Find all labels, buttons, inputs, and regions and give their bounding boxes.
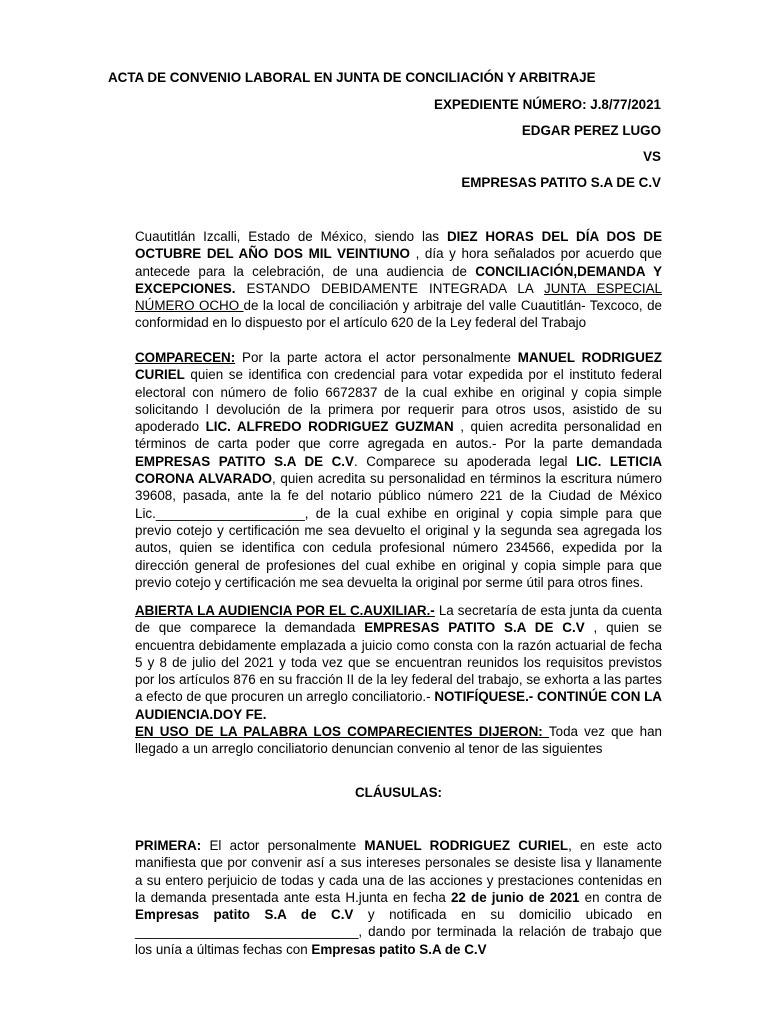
- clauses-heading: CLÁUSULAS:: [354, 785, 443, 800]
- case-number: EXPEDIENTE NÚMERO: J.8/77/2021: [434, 97, 661, 112]
- versus-label: VS: [643, 149, 661, 164]
- opening-paragraph: Cuautitlán Izcalli, Estado de México, siendo las DIEZ HORAS DEL DÍA DOS DE OCTUBRE DEL AÑO DOS MIL VEINTIUNO , día y hora señalados por acuerdo que antecede para la celebración, de una audiencia de CONCILIACIÓN,DEMANDA Y EXCEPCIONES. ESTANDO DEBIDAMENTE INTEGRADA LA JUNTA ESPECIAL NÚMERO OCHO de la local de conciliación y arbitraje del valle Cuautitlán- Texcoco, de conformidad en lo dispuesto por el artículo 620 de la Ley federal del Trabajo: [135, 229, 663, 331]
- defendant-name: EMPRESAS PATITO S.A DE C.V: [461, 175, 661, 190]
- document-title: ACTA DE CONVENIO LABORAL EN JUNTA DE CONCILIACIÓN Y ARBITRAJE: [108, 70, 596, 85]
- first-clause-paragraph: PRIMERA: El actor personalmente MANUEL RODRIGUEZ CURIEL, en este acto manifiesta que por convenir así a sus intereses personales se desiste lisa y llanamente a su entero perjuicio de todas y cada una de las acciones y prestaciones contenidas en la demanda presentada ante esta H.junta en fecha 22 de junio de 2021 en contra de Empresas patito S.A de C.V y notificada en su domicilio ubicado en ______________________________, dando por terminada la relación de trabajo que los unía a últimas fechas con Empresas patito S.A de C.V: [135, 838, 662, 957]
- plaintiff-name: EDGAR PEREZ LUGO: [521, 123, 661, 138]
- appearances-paragraph: COMPARECEN: Por la parte actora el actor personalmente MANUEL RODRIGUEZ CURIEL quien se identifica con credencial para votar expedida por el instituto federal electoral con número de folio 6672837 de la cual exhibe en original y copia simple solicitando l devolución de la primera por requerir para otros usos, asistido de su apoderado LIC. ALFREDO RODRIGUEZ GUZMAN , quien acredita personalidad en términos de carta poder que corre agregada en autos.- Por la parte demandada EMPRESAS PATITO S.A DE C.V. Comparece su apoderada legal LIC. LETICIA CORONA ALVARADO, quien acredita su personalidad en términos la escritura número 39608, pasada, ante la fe del notario público número 221 de la Ciudad de México Lic.____________________, de la cual exhibe en original y copia simple para que previo cotejo y certificación me sea devuelto el original y la segunda sea agregada los autos, quien se identifica con cedula profesional número 234566, expedida por la dirección general de profesiones del cual exhibe en original y copia simple para que previo cotejo y certificación me sea devuelta la original por serme útil para otros fines.: [135, 350, 662, 590]
- hearing-paragraph: ABIERTA LA AUDIENCIA POR EL C.AUXILIAR.- La secretaría de esta junta da cuenta de que comparece la demandada EMPRESAS PATITO S.A DE C.V , quien se encuentra debidamente emplazada a juicio como consta con la razón actuarial de fecha 5 y 8 de julio del 2021 y toda vez que se encuentran reunidos los requisitos previstos por los artículos 876 en su fracción II de la ley federal del trabajo, se exhorta a las partes a efecto de que procuren un arreglo conciliatorio.- NOTIFÍQUESE.- CONTINÚE CON LA AUDIENCIA.DOY FE.: [135, 603, 662, 722]
- parties-statement-paragraph: EN USO DE LA PALABRA LOS COMPARECIENTES DIJERON: Toda vez que han llegado a un arreglo conciliatorio denuncian convenio al tenor de las siguientes: [135, 724, 662, 757]
